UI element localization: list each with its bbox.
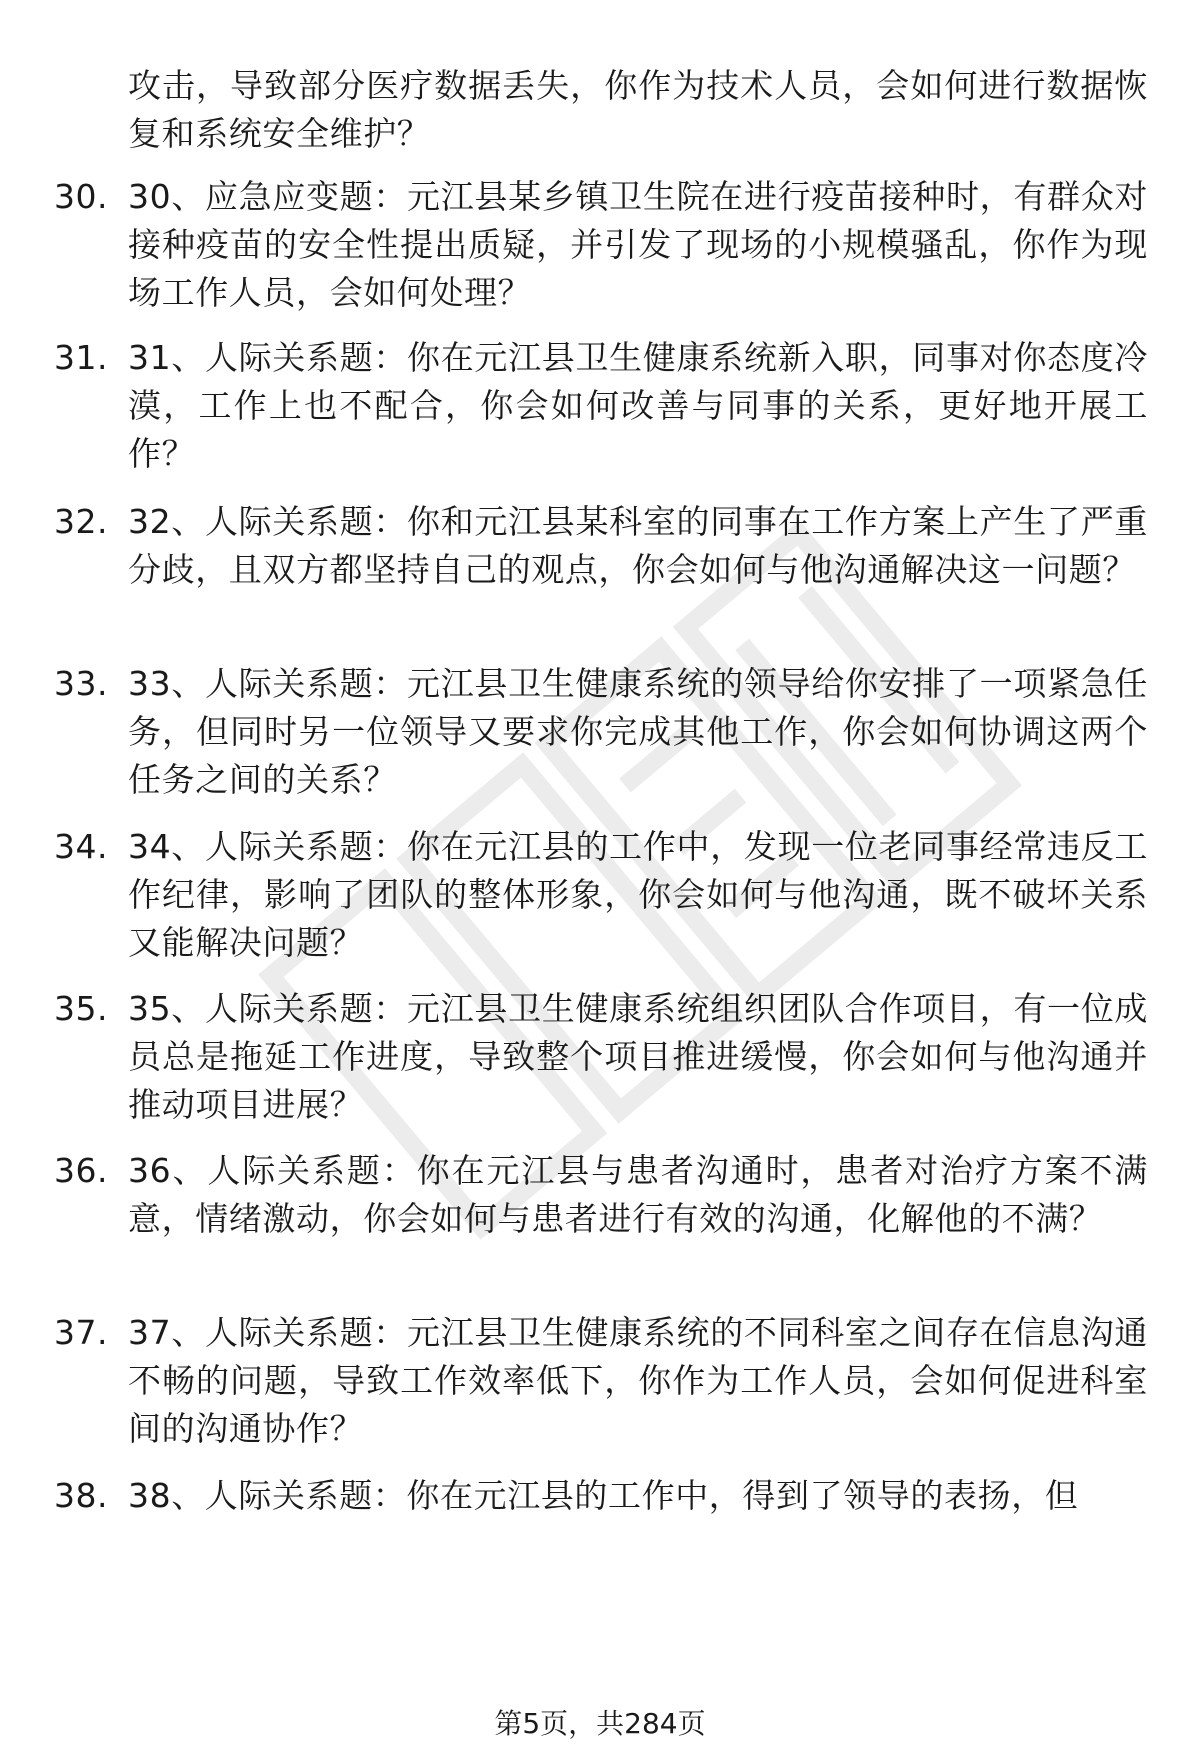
page-footer: 第5页，共284页 bbox=[494, 1707, 706, 1740]
question-text: 38、人际关系题：你在元江县的工作中，得到了领导的表扬，但 bbox=[128, 1476, 1079, 1515]
question-text: 35、人际关系题：元江县卫生健康系统组织团队合作项目，有一位成员总是拖延工作进度，导致整个项目推进缓慢，你会如何与他沟通并推动项目进展？ bbox=[128, 989, 1148, 1124]
question-text: 36、人际关系题：你在元江县与患者沟通时，患者对治疗方案不满意，情绪激动，你会如何与患者进行有效的沟通，化解他的不满？ bbox=[128, 1151, 1148, 1238]
question-text: 31、人际关系题：你在元江县卫生健康系统新入职，同事对你态度冷漠，工作上也不配合，你会如何改善与同事的关系，更好地开展工作？ bbox=[128, 338, 1148, 473]
question-number: 30. bbox=[54, 177, 108, 216]
question-number: 35. bbox=[54, 989, 108, 1028]
question-number: 34. bbox=[54, 827, 108, 866]
question-text: 30、应急应变题：元江县某乡镇卫生院在进行疫苗接种时，有群众对接种疫苗的安全性提出质疑，并引发了现场的小规模骚乱，你作为现场工作人员，会如何处理？ bbox=[128, 177, 1148, 312]
question-text: 32、人际关系题：你和元江县某科室的同事在工作方案上产生了严重分歧，且双方都坚持自己的观点，你会如何与他沟通解决这一问题？ bbox=[128, 502, 1148, 589]
continuation-text: 攻击，导致部分医疗数据丢失，你作为技术人员，会如何进行数据恢复和系统安全维护？ bbox=[128, 66, 1148, 153]
question-text: 37、人际关系题：元江县卫生健康系统的不同科室之间存在信息沟通不畅的问题，导致工作效率低下，你作为工作人员，会如何促进科室间的沟通协作？ bbox=[128, 1313, 1148, 1448]
question-number: 36. bbox=[54, 1151, 108, 1190]
question-number: 32. bbox=[54, 502, 108, 541]
question-number: 33. bbox=[54, 664, 108, 703]
question-number: 37. bbox=[54, 1313, 108, 1352]
question-number: 31. bbox=[54, 338, 108, 377]
question-text: 34、人际关系题：你在元江县的工作中，发现一位老同事经常违反工作纪律，影响了团队的整体形象，你会如何与他沟通，既不破坏关系又能解决问题？ bbox=[128, 827, 1148, 962]
question-number: 38. bbox=[54, 1476, 108, 1515]
question-text: 33、人际关系题：元江县卫生健康系统的领导给你安排了一项紧急任务，但同时另一位领导又要求你完成其他工作，你会如何协调这两个任务之间的关系？ bbox=[128, 664, 1148, 799]
